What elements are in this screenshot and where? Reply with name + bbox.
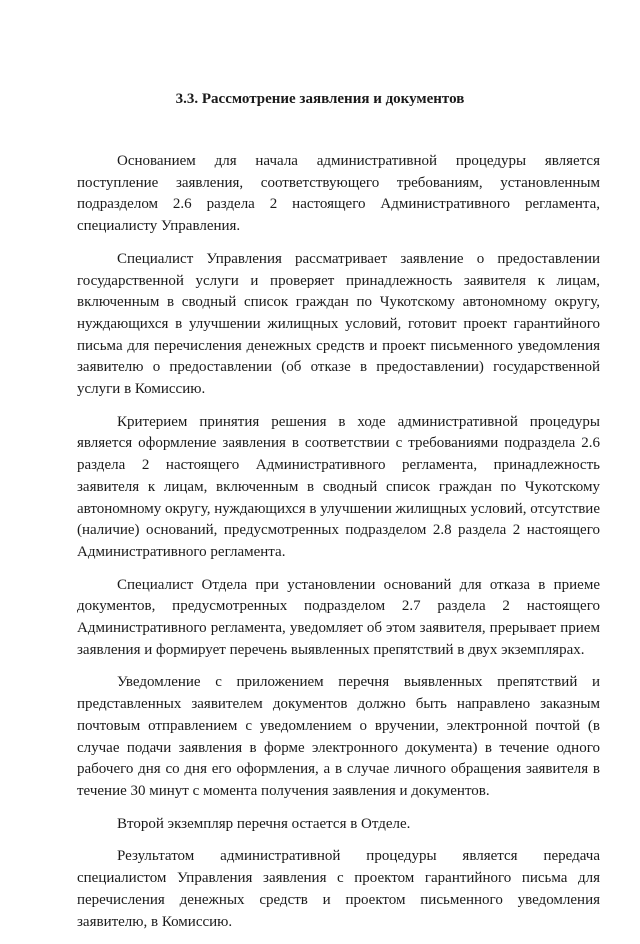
paragraph: Специалист Управления рассматривает заявление о предоставлении государственной услуги и проверяет принадлежность заявителя к лицам, включенным в сводный список граждан по Чукотскому автономному округу, нуждающихся в улучшении жилищных условий, готовит проект гарантийного письма для перечисления денежных средств и проект письменного уведомления заявителю о предоставлении (об отказе в предоставлении) государственной услуги в Комиссию. (77, 250, 600, 398)
paragraph: Специалист Отдела при установлении оснований для отказа в приеме документов, предусмотренных подразделом 2.7 раздела 2 настоящего Административного регламента, уведомляет об этом заявителя, прерывает прием заявления и формирует перечень выявленных препятствий в двух экземплярах. (77, 576, 600, 658)
section-heading: 3.3. Рассмотрение заявления и документов (175, 91, 465, 107)
paragraph: Уведомление с приложением перечня выявленных препятствий и представленных заявителем документов должно быть направлено заказным почтовым отправлением с уведомлением о вручении, электронной почтой (в случае подачи заявления в форме электронного документа) в течение одного рабочего дня со дня его оформления, а в случае личного обращения заявителя в течение 30 минут с момента получения заявления и документов. (77, 674, 600, 799)
paragraph: Критерием принятия решения в ходе административной процедуры является оформление заявления в соответствии с требованиями подраздела 2.6 раздела 2 настоящего Административного регламента, принадлежность заявителя к лицам, включенным в сводный список граждан по Чукотскому автономному округу, нуждающихся в улучшении жилищных условий, отсутствие (наличие) оснований, предусмотренных подразделом 2.8 раздела 2 настоящего Административного регламента. (77, 413, 600, 560)
paragraph: Результатом административной процедуры является передача специалистом Управления заявления с проектом гарантийного письма для перечисления денежных средств и проектом письменного уведомления заявителю, в Комиссию. (77, 848, 600, 930)
paragraph: Основанием для начала административной процедуры является поступление заявления, соответствующего требованиям, установленным подразделом 2.6 раздела 2 настоящего Административного регламента, специалисту Управления. (77, 153, 600, 235)
paragraph: Второй экземпляр перечня остается в Отделе. (117, 815, 411, 832)
document-body (77, 151, 600, 944)
